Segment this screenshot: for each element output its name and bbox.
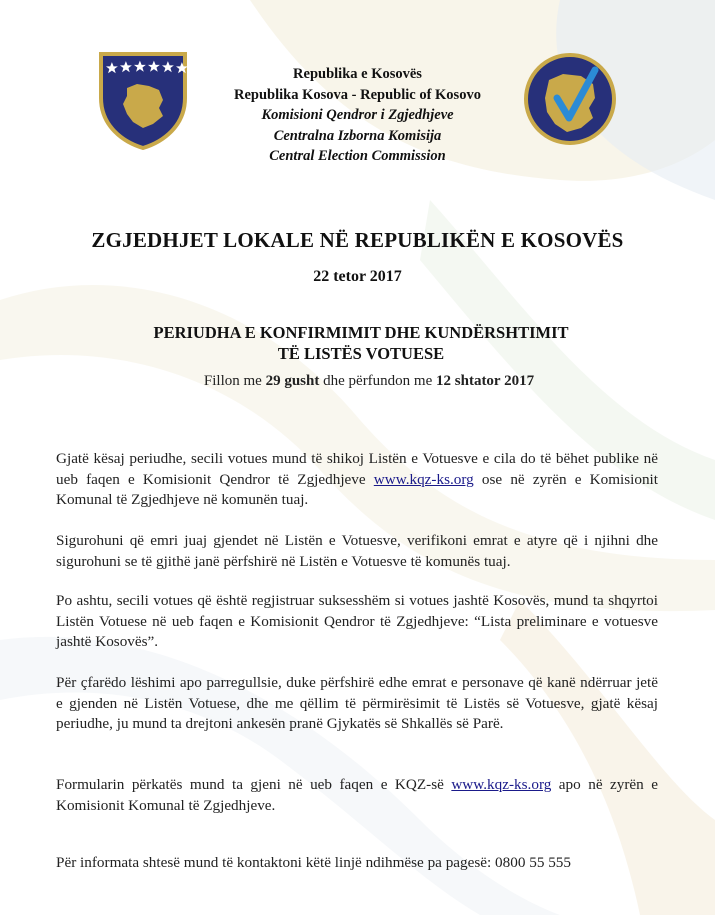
- paragraph-1-text-b: ose në zyrën e Komisionit Komunal të Zgjedhjeve në komunën tuaj.: [56, 470, 658, 508]
- election-date: 22 tetor 2017: [313, 268, 402, 285]
- period-end-date: 12 shtator 2017: [436, 373, 535, 389]
- period-middle: dhe përfundon me: [319, 373, 437, 389]
- kosovo-coat-of-arms-icon: [97, 50, 189, 150]
- paragraph-1-text-a: Gjatë kësaj periudhe, secili votues mund të shikoj Listën e Votuesve e cila do të bëhet publike në ueb faqen e Komisionit Qendror të Zgjedhjeve: [56, 450, 658, 488]
- section-title-line-2: TË LISTËS VOTUESE: [277, 344, 445, 363]
- paragraph-verify-name: Sigurohuni që emri juaj gjendet në Listën e Votuesve, verifikoni emrat e atyre që i njihni dhe sigurohuni se të gjithë janë përfshirë në Listën e Votuesve të komunës tuaj.: [56, 532, 658, 570]
- header-line-republic-translations: Republika Kosova - Republic of Kosovo: [234, 86, 481, 103]
- paragraph-5-text-b: apo në zyrën e Komisionit Komunal të Zgjedhjeve.: [56, 776, 658, 814]
- section-title-line-1: PERIUDHA E KONFIRMIMIT DHE KUNDËRSHTIMIT: [153, 323, 569, 342]
- period-dates: [0, 373, 715, 390]
- period-start-date: 29 gusht: [265, 373, 320, 389]
- header-line-commission-al: Komisioni Qendror i Zgjedhjeve: [261, 107, 454, 123]
- paragraph-5-text-a: Formularin përkatës mund ta gjeni në ueb faqen e KQZ-së: [56, 776, 452, 793]
- header-institution-block: [180, 64, 535, 167]
- period-prefix: Fillon me: [203, 373, 266, 389]
- paragraph-helpline: Për informata shtesë mund të kontaktoni këtë linjë ndihmëse pa pagesë: 0800 55 555: [56, 854, 571, 871]
- paragraph-out-of-country-voters: Po ashtu, secili votues që është regjistruar suksesshëm si votues jashtë Kosovës, mund ta shqyrtoi Listën Votuese në ueb faqen e Komisionit Qendror të Zgjedhjeve: “Lista preliminare e votuesve jashtë Kosovës”.: [56, 592, 658, 650]
- section-title: [0, 322, 715, 364]
- kqz-website-link-2[interactable]: www.kqz-ks.org: [451, 776, 552, 793]
- kqz-website-link[interactable]: www.kqz-ks.org: [373, 470, 474, 488]
- header-line-republic: Republika e Kosovës: [293, 66, 422, 82]
- paragraph-complaints: Për çfarëdo lëshimi apo parregullsie, duke përfshirë edhe emrat e personave që kanë ndërruar jetë e gjenden në Listën Votuese, dhe me qëllim të përmirësimit të Listës së Votuesve, gjatë kësaj periudhe, ju mund ta drejtoni ankesën pranë Gjykatës së Shkallës së Parë.: [56, 674, 658, 732]
- document-title: ZGJEDHJET LOKALE NË REPUBLIKËN E KOSOVËS: [91, 228, 624, 252]
- header-line-commission-sr: Centralna Izborna Komisija: [273, 127, 442, 144]
- header-line-commission-en: Central Election Commission: [269, 148, 446, 164]
- paragraph-voter-list-viewing: [56, 449, 658, 511]
- cec-logo-icon: [523, 52, 617, 146]
- paragraph-form-info: [56, 775, 658, 816]
